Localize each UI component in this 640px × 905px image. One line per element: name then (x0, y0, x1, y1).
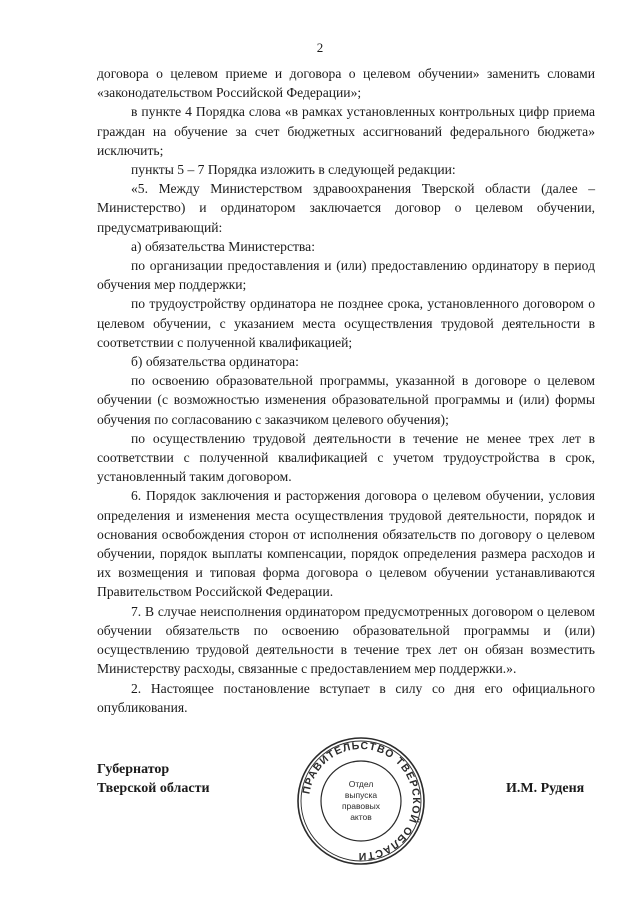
stamp-inner-line-2: выпуска (344, 790, 378, 800)
signatory-title-line-2: Тверской области (97, 781, 210, 796)
signature-block (0, 739, 640, 880)
stamp-inner-line-3: правовых (341, 801, 381, 811)
paragraph-7: по трудоустройству ординатора не позднее срока, установленного договором о целевом обучении, с указанием места осуществления трудовой деятельности в соответствии с полученной квалификацией; (97, 296, 595, 350)
signatory-name: И.М. Руденя (506, 781, 585, 796)
paragraph-9: по освоению образовательной программы, указанной в договоре о целевом обучении (с возможностью изменения образовательной программы и (или) формы обучения по согласованию с заказчиком целевого обучения); (97, 373, 595, 427)
paragraph-10: по осуществлению трудовой деятельности в течение не менее трех лет в соответствии с полученной квалификацией с учетом трудоустройства в срок, установленный таким договором. (97, 430, 595, 485)
paragraph-5: а) обязательства Министерства: (131, 238, 315, 254)
stamp-inner-line-4: актов (350, 812, 372, 822)
official-stamp (295, 735, 427, 867)
paragraph-6: по организации предоставления и (или) предоставлению ординатору в период обучения мер поддержки; (97, 258, 595, 293)
paragraph-3: пункты 5 – 7 Порядка изложить в следующей редакции: (131, 162, 456, 178)
paragraph-13: 2. Настоящее постановление вступает в силу со дня его официального опубликования. (97, 680, 595, 715)
paragraph-12: 7. В случае неисполнения ординатором предусмотренных договором о целевом обучении обязательств по освоению образовательной программы и (или) осуществлению трудовой деятельности в течение трех лет он обязан возместить Министерству расходы, связанные с предоставлением мер поддержки.». (97, 603, 595, 677)
stamp-inner-line-1: Отдел (348, 779, 374, 789)
paragraph-11: 6. Порядок заключения и расторжения договора о целевом обучении, условия определения и изменения места осуществления трудовой деятельности, порядок и основания освобождения сторон от исполнения обязательств по договору о целевом обучении, порядок выплаты компенсации, порядок определения размера расходов и их возмещения и типовая форма договора о целевом обучении устанавливаются Правительством Российской Федерации. (97, 488, 595, 600)
paragraph-2: в пункте 4 Порядка слова «в рамках установленных контрольных цифр приема граждан на обучение за счет бюджетных ассигнований федерального бюджета» исключить; (97, 104, 595, 158)
document-body (97, 64, 595, 717)
page-number: 2 (316, 40, 324, 55)
signatory-title (97, 760, 210, 798)
signatory-title-line-1: Губернатор (97, 762, 170, 777)
paragraph-4: «5. Между Министерством здравоохранения Тверской области (далее – Министерство) и ординатором заключается договор о целевом обучении, предусматривающий: (97, 181, 595, 235)
paragraph-8: б) обязательства ординатора: (131, 354, 299, 370)
paragraph-1: договора о целевом приеме и договора о целевом обучении» заменить словами «законодательством Российской Федерации»; (97, 66, 595, 101)
stamp-graphic (295, 735, 427, 867)
stamp-ring-text: ПРАВИТЕЛЬСТВО ТВЕРСКОЙ ОБЛАСТИ (300, 739, 423, 863)
